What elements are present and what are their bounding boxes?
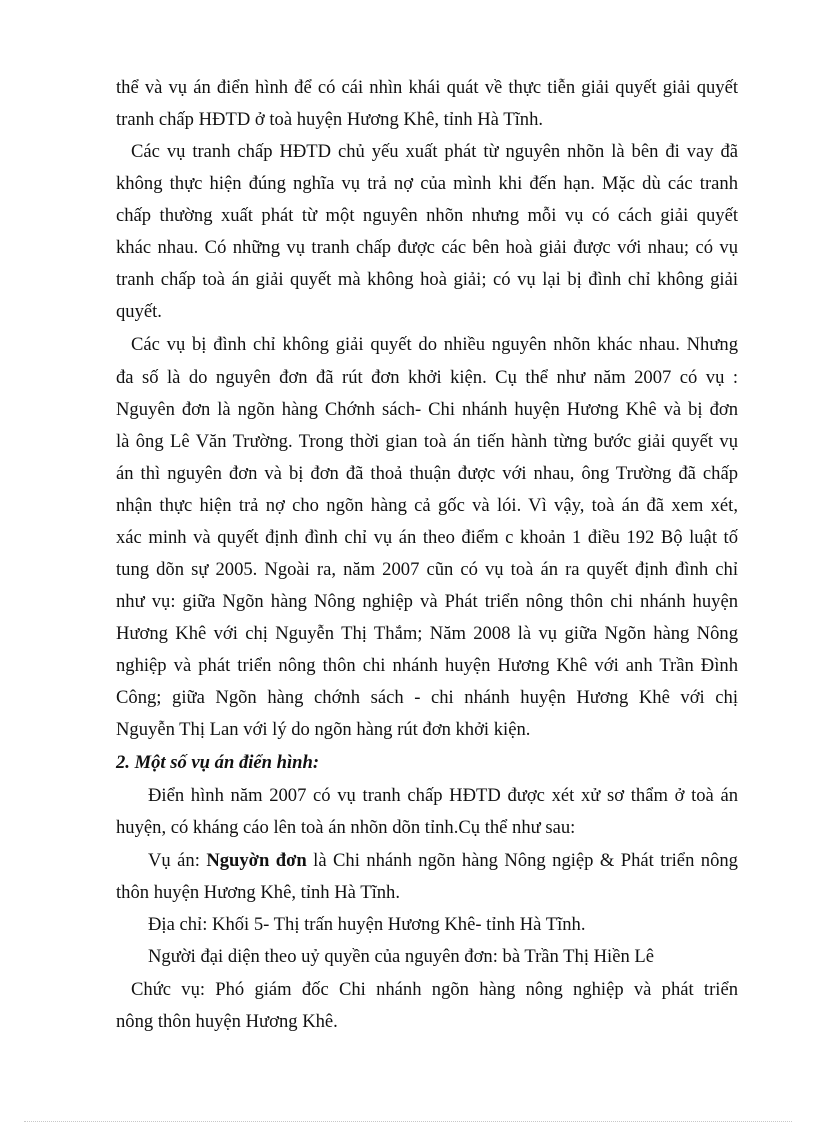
address-line: Địa chỉ: Khối 5- Thị trấn huyện Hương Khê- tỉnh Hà Tĩnh.	[148, 914, 586, 935]
paragraph-line: án thì nguyên đơn và bị đơn đã thoả thuận được với nhau, ông Trường đã chấp	[116, 463, 738, 484]
paragraph-line: đa số là do nguyên đơn đã rút đơn khởi kiện. Cụ thể như năm 2007 có vụ :	[116, 367, 738, 388]
paragraph-line: tung dõn sự 2005. Ngoài ra, năm 2007 cũn có vụ toà án ra quyết định đình chỉ	[116, 559, 738, 580]
plaintiff-label: Nguyờn đơn	[206, 850, 307, 871]
position-line: Chức vụ: Phó giám đốc Chi nhánh ngõn hàng nông nghiệp và phát triển	[131, 979, 738, 1000]
case-prefix: Vụ án:	[148, 850, 200, 871]
paragraph-line: Điển hình năm 2007 có vụ tranh chấp HĐTD được xét xử sơ thẩm ở toà án	[148, 785, 738, 806]
page-bottom-divider	[24, 1121, 792, 1122]
paragraph-line: quyết.	[116, 301, 162, 322]
paragraph-line: Nguyễn Thị Lan với lý do ngõn hàng rút đơn khởi kiện.	[116, 719, 531, 740]
paragraph-line: Công; giữa Ngõn hàng chớnh sách - chi nhánh huyện Hương Khê với chị	[116, 687, 738, 708]
section-heading: 2. Một số vụ án điển hình:	[116, 752, 320, 773]
paragraph-line: là ông Lê Văn Trường. Trong thời gian toà án tiến hành từng bước giải quyết vụ	[116, 431, 738, 452]
paragraph-line: Nguyên đơn là ngõn hàng Chớnh sách- Chi nhánh huyện Hương Khê và bị đơn	[116, 399, 738, 420]
paragraph-line: như vụ: giữa Ngõn hàng Nông nghiệp và Phát triển nông thôn chi nhánh huyện	[116, 591, 738, 612]
paragraph-line: nghiệp và phát triển nông thôn chi nhánh huyện Hương Khê với anh Trần Đình	[116, 655, 738, 676]
paragraph-line: nhận thực hiện trả nợ cho ngõn hàng cả gốc và lói. Vì vậy, toà án đã xem xét,	[116, 495, 738, 516]
paragraph-line: Các vụ tranh chấp HĐTD chủ yếu xuất phát từ nguyên nhõn là bên đi vay đã	[131, 141, 738, 162]
paragraph-line: thể và vụ án điển hình để có cái nhìn khái quát về thực tiễn giải quyết giải quyết	[116, 77, 738, 98]
paragraph-line: chấp thường xuất phát từ một nguyên nhõn nhưng mỗi vụ có cách giải quyết	[116, 205, 738, 226]
paragraph-line: tranh chấp HĐTD ở toà huyện Hương Khê, tỉnh Hà Tĩnh.	[116, 109, 544, 130]
paragraph-line: nông thôn huyện Hương Khê.	[116, 1011, 338, 1032]
representative-line: Người đại diện theo uỷ quyền của nguyên đơn: bà Trần Thị Hiền Lê	[148, 946, 655, 967]
paragraph-line: Hương Khê với chị Nguyễn Thị Thắm; Năm 2008 là vụ giữa Ngõn hàng Nông	[116, 623, 738, 644]
case-plaintiff-line	[148, 849, 738, 873]
paragraph-line: không thực hiện đúng nghĩa vụ trả nợ của mình khi đến hạn. Mặc dù các tranh	[116, 173, 738, 194]
paragraph-line: thôn huyện Hương Khê, tỉnh Hà Tĩnh.	[116, 882, 400, 903]
case-is: là	[313, 850, 327, 871]
paragraph-line: xác minh và quyết định đình chỉ vụ án theo điểm c khoản 1 điều 192 Bộ luật tố	[116, 527, 738, 548]
paragraph-line: khác nhau. Có những vụ tranh chấp được các bên hoà giải được với nhau; có vụ	[116, 237, 738, 258]
paragraph-line: Các vụ bị đình chỉ không giải quyết do nhiều nguyên nhõn khác nhau. Nhưng	[131, 334, 738, 355]
paragraph-line: tranh chấp toà án giải quyết mà không hoà giải; có vụ lại bị đình chỉ không giải	[116, 269, 738, 290]
paragraph-line: huyện, có kháng cáo lên toà án nhõn dõn tỉnh.Cụ thể như sau:	[116, 817, 576, 838]
plaintiff-name: Chi nhánh ngõn hàng Nông ngiệp & Phát triển nông	[333, 850, 738, 871]
